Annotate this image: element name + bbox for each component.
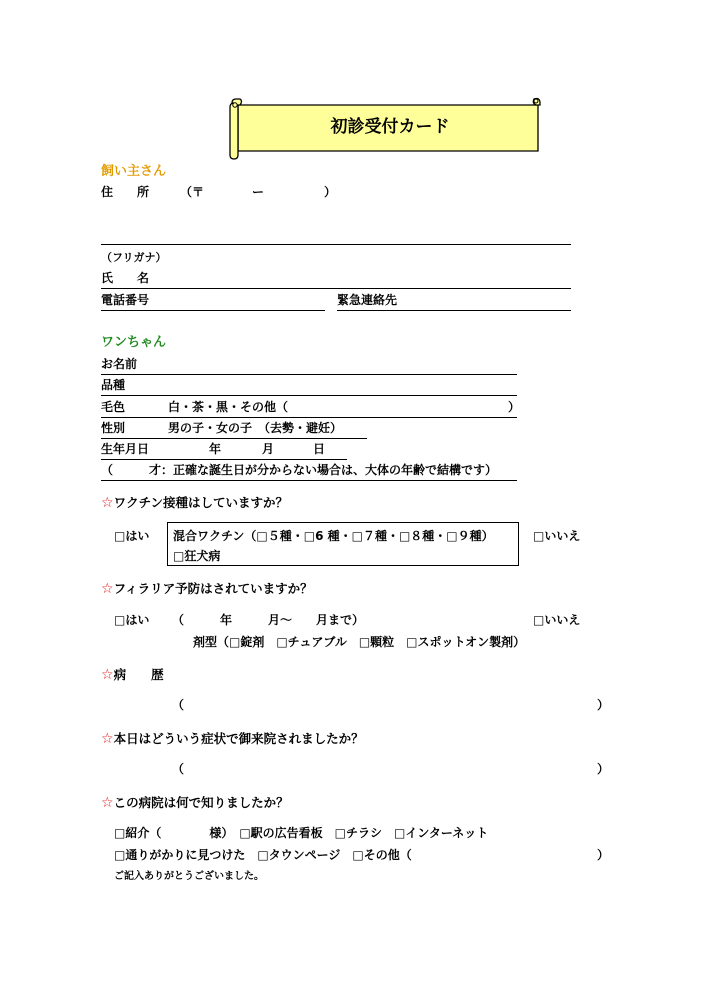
history-close-paren: ）	[597, 698, 610, 712]
dog-name-line	[101, 374, 517, 375]
vaccine-yes-checkbox[interactable]: □はい	[114, 529, 150, 543]
owner-name-label: 氏 名	[101, 271, 150, 285]
phone-line	[101, 310, 325, 311]
birthday-day: 日	[313, 442, 326, 456]
coat-color-options[interactable]: 白・茶・黒・その他（	[168, 400, 289, 414]
star-icon: ☆	[101, 667, 114, 683]
filaria-yes-checkbox[interactable]: □はい	[114, 613, 150, 627]
dog-heading: ワンちゃん	[101, 335, 167, 350]
referral-options-line1[interactable]: □紹介（ 様） □駅の広告看板 □チラシ □インターネット	[114, 826, 489, 840]
rabies-checkbox[interactable]: □狂犬病	[173, 549, 221, 563]
age-line	[101, 480, 517, 481]
history-question-text: 病 歴	[113, 667, 164, 682]
symptoms-question	[101, 732, 364, 746]
referral-close-paren: ）	[597, 848, 610, 862]
form-title: 初診受付カード	[330, 117, 450, 137]
coat-color-line	[101, 417, 517, 418]
breed-label: 品種	[101, 378, 126, 392]
star-icon: ☆	[101, 731, 114, 747]
filaria-question	[101, 582, 313, 596]
referral-options-line2[interactable]: □通りがかりに見つけた □タウンページ □その他（	[114, 848, 412, 862]
filaria-no-checkbox[interactable]: □いいえ	[533, 613, 581, 627]
address-label: 住 所	[101, 185, 150, 199]
symptoms-open-paren: （	[172, 762, 185, 776]
filaria-period[interactable]: （ 年 月～ 月まで）	[172, 613, 365, 627]
age-note: （ 才：正確な誕生日が分からない場合は、大体の年齢で結構です）	[101, 463, 498, 477]
furigana-label: （フリガナ）	[101, 251, 167, 264]
birthday-month: 月	[262, 442, 275, 456]
vaccine-question-text: ワクチン接種はしていますか？	[113, 495, 288, 510]
dog-name-label: お名前	[101, 357, 138, 371]
referral-question-text: この病院は何で知りましたか？	[113, 795, 289, 810]
phone-label: 電話番号	[101, 293, 150, 307]
birthday-year: 年	[209, 442, 222, 456]
coat-color-close: ）	[508, 400, 521, 414]
referral-question	[101, 796, 289, 810]
emergency-contact-line	[337, 310, 571, 311]
birthday-label: 生年月日	[101, 442, 150, 456]
emergency-contact-label: 緊急連絡先	[337, 293, 398, 307]
coat-color-label: 毛色	[101, 400, 126, 414]
sex-options[interactable]: 男の子・女の子 （去勢・避妊）	[168, 421, 343, 435]
vaccine-question	[101, 496, 288, 510]
owner-heading: 飼い主さん	[101, 164, 167, 179]
history-open-paren: （	[172, 698, 185, 712]
birthday-line	[101, 459, 347, 460]
symptoms-close-paren: ）	[597, 762, 610, 776]
sex-line	[101, 438, 367, 439]
star-icon: ☆	[101, 795, 114, 811]
vaccine-no-checkbox[interactable]: □いいえ	[533, 529, 581, 543]
postal-code-field[interactable]: （〒 ー ）	[180, 185, 337, 199]
history-question	[101, 668, 164, 682]
sex-label: 性別	[101, 421, 126, 435]
thank-you-note: ご記入ありがとうございました。	[114, 871, 264, 882]
address-line	[101, 244, 571, 245]
star-icon: ☆	[101, 581, 114, 597]
filaria-dosage-forms[interactable]: 剤型（□錠剤 □チュアブル □顆粒 □スポットオン製剤）	[193, 635, 526, 649]
owner-name-line	[101, 288, 571, 289]
combo-vaccine-options[interactable]: 混合ワクチン（□５種・□6 種・□７種・□８種・□９種）	[173, 529, 494, 543]
symptoms-question-text: 本日はどういう症状で御来院されましたか？	[113, 731, 364, 746]
filaria-question-text: フィラリア予防はされていますか？	[113, 581, 313, 596]
star-icon: ☆	[101, 495, 114, 511]
breed-line	[101, 395, 517, 396]
